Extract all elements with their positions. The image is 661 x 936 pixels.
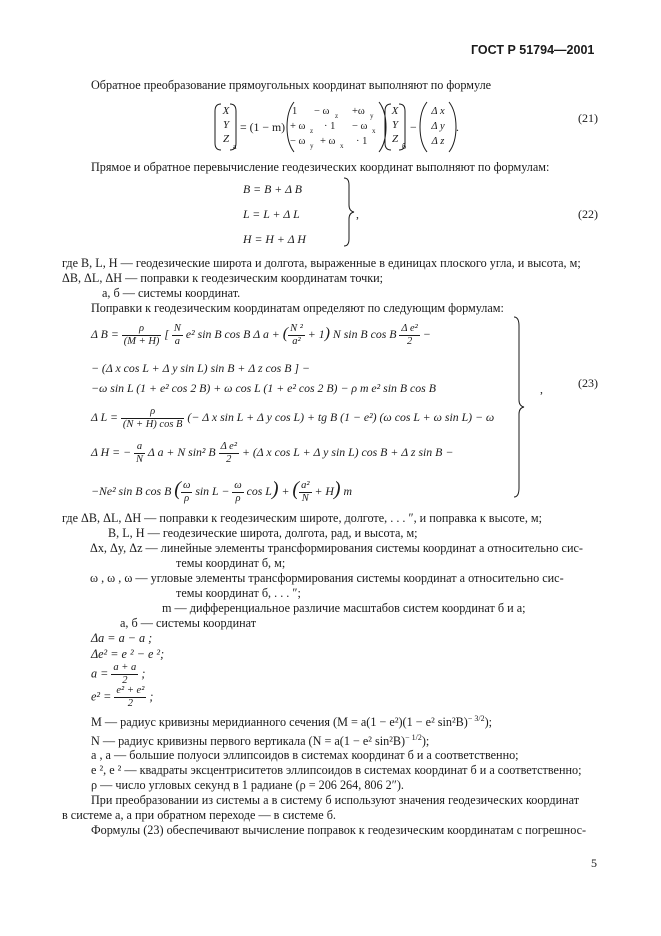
eq23-line-1: Δ B = $\frac{\rho}{(M + H)}$ [ $\frac{N}{a}$ e² sin B cos B Δ a + ( $\frac{\text{N ²}}{\text{a²}}$ + 1) N sin B cos B $\frac{\text{Δ e²}}{2}$ −	[91, 323, 431, 347]
eq22-brace	[342, 177, 356, 247]
scale-factor: = (1 − m)	[240, 120, 286, 134]
where2-line-8: а, б — системы координат	[120, 616, 257, 630]
def-eccentricities: e ², e ² — квадраты эксцентриситетов эллипсоидов в системах координат б и а соответственно;	[91, 763, 582, 777]
eq23-line-3: −ω sin L (1 + e² cos 2 B) + ω cos L (1 + e² cos 2 B) − ρ m e² sin B cos B	[91, 381, 436, 395]
where2-line-7: m — дифференциальное различие масштабов систем координат б и а;	[162, 601, 526, 615]
delta-vector: Δ x Δ y Δ z	[431, 106, 445, 147]
document-header: ГОСТ Р 51794—2001	[471, 43, 595, 57]
def-semi-axes: a , a — большие полуоси эллипсоидов в системах координат б и а соответственно;	[91, 748, 519, 762]
lhs-y: Y	[222, 119, 230, 131]
where2-line-3: Δx, Δy, Δz — линейные элементы трансформирования системы координат а относительно сис-	[90, 541, 583, 555]
eq22-line-b: B = B + Δ B	[243, 182, 302, 196]
eq23-line-5: Δ H = − $\frac{a}{N}$ Δ a + N sin² B $\frac{\text{Δ e²}}{2}$ + (Δ x cos L + Δ y sin L) cos B + Δ z sin B −	[91, 441, 454, 465]
def-rho: ρ — число угловых секунд в 1 радиане (ρ = 206 264, 806 2″).	[91, 778, 404, 792]
eq21-period: .	[456, 120, 459, 134]
where2-line-4: темы координат б, м;	[176, 556, 286, 570]
where-line-2: ΔB, ΔL, ΔH — поправки к геодезическим координатам точки;	[62, 271, 384, 285]
where2-line-5: ω , ω , ω — угловые элементы трансформирования системы координат а относительно сис-	[90, 571, 564, 585]
where2-line-2: B, L, H — геодезические широта, долгота, рад, и высота, м;	[108, 526, 418, 540]
eq23-line-2: − (Δ x cos L + Δ y sin L) sin B + Δ z cos B ] −	[91, 361, 310, 375]
paragraph-intro-21: Обратное преобразование прямоугольных координат выполняют по формуле	[91, 78, 492, 92]
def-n-radius: N — радиус кривизны первого вертикала (N = a(1 − e² sin²B)$^{- 1/2}$);	[91, 733, 430, 749]
eq23-comma: ,	[540, 382, 543, 396]
def-mean-e2: e² = $\frac{\text{e² + e²}}{2}$ ;	[91, 685, 154, 709]
where2-line-6: темы координат б, . . . ″;	[176, 586, 301, 600]
eq23-line-4: Δ L = $\frac{\rho}{\text{(N + H) cos B}}$ (− Δ x sin L + Δ y cos L) + tg B (1 − e²) (ω cos L + ω sin L) − ω	[91, 406, 495, 430]
paragraph-intro-23: Поправки к геодезическим координатам определяют по следующим формулам:	[91, 301, 504, 315]
eq23-brace	[512, 316, 526, 498]
where2-line-1: где ΔB, ΔL, ΔH — поправки к геодезическим широте, долготе, . . . ″, и поправка к высоте, м;	[62, 511, 543, 525]
lhs-x: X	[222, 105, 230, 117]
equation-number-22: (22)	[578, 207, 598, 221]
eq22-line-h: H = H + Δ H	[243, 232, 306, 246]
eq22-comma: ,	[356, 207, 359, 221]
def-delta-e2: Δe² = e ² − e ²;	[91, 647, 165, 661]
equation-number-23: (23)	[578, 376, 598, 390]
minus-sign: −	[410, 120, 417, 134]
eq22-line-l: L = L + Δ L	[243, 207, 300, 221]
where-line-3: а, б — системы координат.	[102, 286, 241, 300]
paragraph-conversion-line-1: При преобразовании из системы а в систему б используют значения геодезических координат	[91, 793, 580, 807]
lhs-z: Z	[222, 133, 230, 145]
def-delta-a: Δa = a − a ;	[91, 631, 153, 645]
rotation-matrix: 1 − ω z +ω y + ω z · 1 − ω x − ω y + ω x · 1	[290, 106, 376, 150]
paragraph-accuracy: Формулы (23) обеспечивают вычисление поправок к геодезическим координатам с погрешнос-	[91, 823, 587, 837]
eq23-line-6: −Ne² sin B cos B ( $\frac{\omega}{\rho}$ sin L − $\frac{\omega}{\rho}$ cos L) + ( $\frac{\text{a²}}{N}$ + H) m	[91, 478, 353, 504]
page-number: 5	[591, 856, 597, 870]
lhs-subscript: a	[233, 142, 237, 151]
paragraph-intro-22: Прямое и обратное перевычисление геодезических координат выполняют по формулам:	[91, 160, 550, 174]
equation-number-21: (21)	[578, 111, 598, 125]
def-mean-a: a = $\frac{a + a}{2}$ ;	[91, 662, 146, 686]
def-m-radius: M — радиус кривизны меридианного сечения (M = a(1 − e²)(1 − e² sin²B)$^{- 3/2}$);	[91, 714, 493, 730]
where-line-1: где B, L, H — геодезические широта и долгота, выраженные в единицах плоского угла, и высота, м;	[62, 256, 581, 270]
rhs-vector: X Y Z	[391, 105, 399, 145]
rhs-subscript: б	[402, 142, 407, 151]
paragraph-conversion-line-2: в системе а, а при обратном переходе — в системе б.	[62, 808, 336, 822]
